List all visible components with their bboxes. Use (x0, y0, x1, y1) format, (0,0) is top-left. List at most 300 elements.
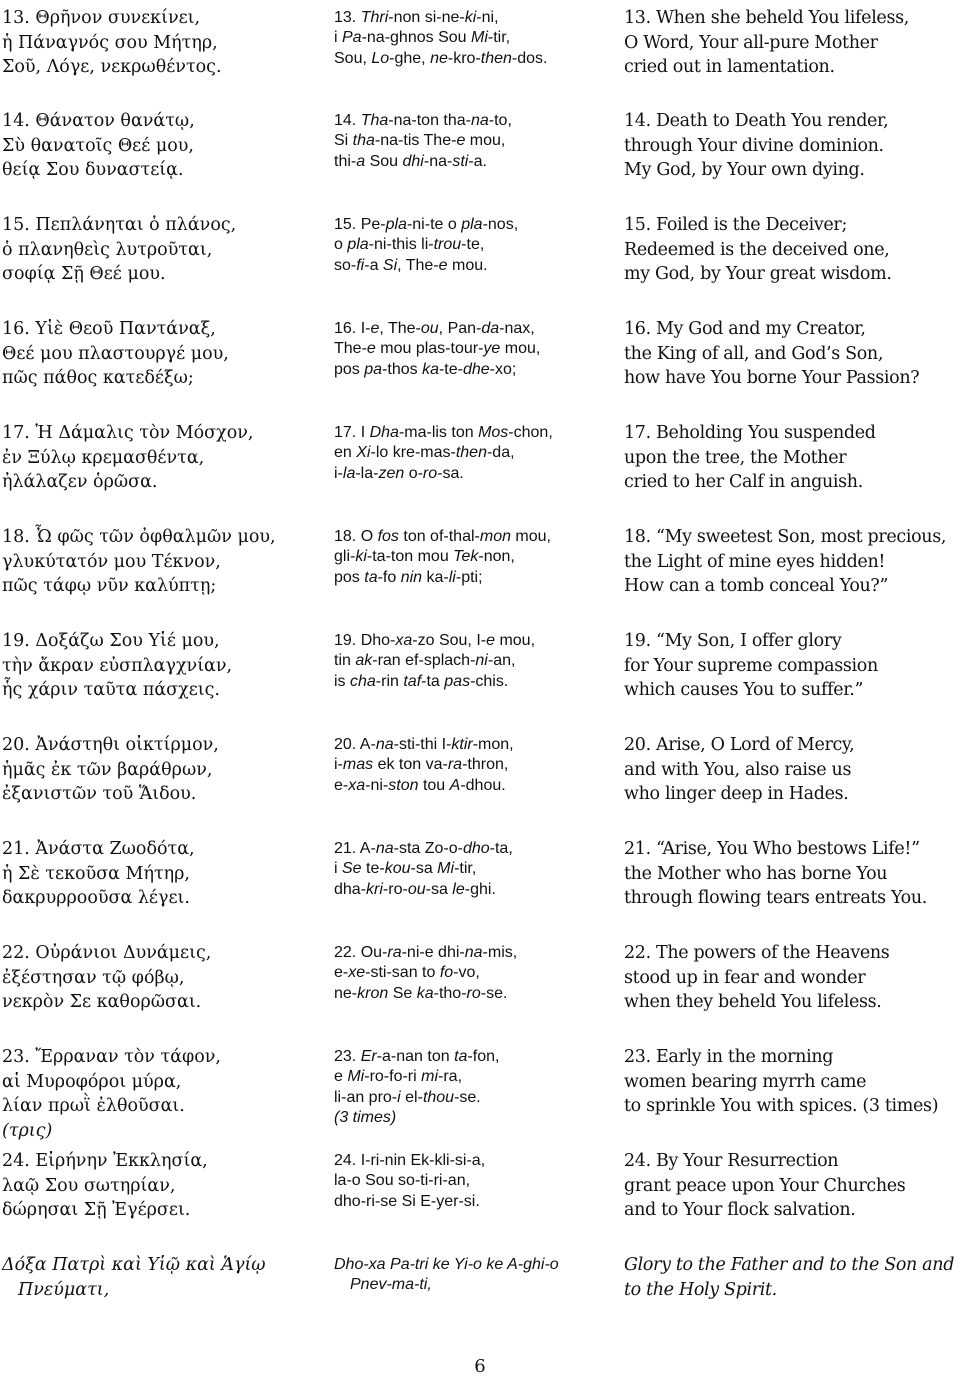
syllable-segment: -mon, (472, 736, 514, 753)
syllable-segment: ra (447, 756, 463, 774)
greek-line: ἡμᾶς ἐκ τῶν βαράθρων, (2, 759, 213, 780)
english-text (624, 421, 960, 495)
syllable-segment: -non si-ne- (388, 9, 465, 26)
english-line: stood up in fear and wonder (624, 967, 866, 988)
syllable-segment: xa (348, 776, 366, 794)
syllable-segment: -la- (355, 464, 379, 482)
syllable-segment: e (486, 632, 495, 649)
greek-line: Σὺ θανατοῖς Θεέ μου, (2, 135, 194, 156)
syllable-segment: -zo Sou, I- (412, 632, 487, 649)
english-line: 24. By Your Resurrection (624, 1151, 839, 1171)
syllable-segment: -thos (382, 360, 423, 378)
english-line: cried to her Calf in anguish. (624, 472, 863, 492)
greek-line: Σοῦ, Λόγε, νεκρωθέντος. (2, 57, 222, 77)
syllable-segment: Sou (365, 152, 403, 170)
syllable-segment: tou (418, 776, 450, 794)
transliteration-line (334, 963, 609, 983)
transliteration-line (334, 1108, 609, 1128)
english-text (624, 733, 960, 807)
syllable-segment: , The- (397, 256, 439, 274)
syllable-segment: -na-tis The- (374, 132, 457, 150)
syllable-segment: is (334, 672, 350, 690)
transliteration-line (334, 1255, 609, 1275)
syllable-segment: sti (452, 152, 469, 170)
syllable-segment: Dho-xa Pa-tri ke Yi-o ke A-ghi-o (334, 1256, 559, 1273)
syllable-segment: -fon, (467, 1048, 500, 1065)
syllable-segment: Si (382, 256, 398, 274)
syllable-segment: ra (387, 944, 402, 961)
syllable-segment: thi- (334, 152, 357, 170)
transliteration-line (334, 568, 609, 588)
syllable-segment: kron (357, 984, 389, 1002)
syllable-segment: -pti; (455, 568, 483, 586)
greek-line: 23. Ἔρραναν τὸν τάφον, (2, 1047, 221, 1067)
transliteration-line (334, 735, 609, 755)
syllable-segment: -kro- (447, 49, 481, 67)
syllable-segment: -dos. (511, 49, 548, 67)
syllable-segment: kou (384, 860, 411, 878)
greek-line: 13. Θρῆνον συνεκίνει, (2, 8, 201, 28)
greek-line: ἡ Πάναγνός σου Μήτηρ, (2, 32, 218, 53)
syllable-segment: ye (483, 340, 501, 358)
syllable-segment: ki (355, 548, 367, 566)
greek-line: 24. Εἰρήνην Ἐκκλησία, (2, 1151, 208, 1171)
syllable-segment: 21. A- (334, 840, 376, 857)
syllable-segment: la-o Sou so-ti-ri-an, (334, 1172, 471, 1190)
greek-text (2, 629, 320, 703)
syllable-segment: -an, (487, 652, 516, 670)
english-text (624, 317, 960, 391)
transliteration-line (334, 215, 609, 235)
syllable-segment: 18. O (334, 528, 378, 545)
transliteration-text (334, 527, 609, 588)
syllable-segment: ta (364, 568, 378, 586)
transliteration-line (334, 880, 609, 900)
transliteration-line (334, 49, 609, 69)
syllable-segment: na (464, 944, 483, 961)
syllable-segment: e (438, 256, 448, 274)
syllable-segment: -ta-ton mou (366, 548, 454, 566)
english-line: for Your supreme compassion (624, 655, 878, 676)
syllable-segment: ka (422, 360, 439, 378)
english-text (624, 1149, 960, 1223)
english-line: O Word, Your all-pure Mother (624, 32, 878, 53)
greek-text (2, 1253, 320, 1302)
syllable-segment: -ni-e dhi- (401, 944, 465, 961)
syllable-segment: -nos, (482, 216, 519, 233)
syllable-segment: dha- (334, 880, 367, 898)
transliteration-text (334, 111, 609, 172)
syllable-segment: -ro- (382, 880, 408, 898)
english-text (624, 213, 960, 287)
syllable-segment: (3 times) (334, 1108, 397, 1126)
syllable-segment: mou. (447, 256, 488, 274)
english-line: How can a tomb conceal You?” (624, 576, 889, 596)
syllable-segment: -fo (377, 568, 401, 586)
greek-text (2, 941, 320, 1015)
syllable-segment: -na-ghnos Sou (361, 29, 471, 47)
syllable-segment: mou, (465, 132, 506, 150)
greek-line: 20. Ἀνάστηθι οἰκτίρμον, (2, 735, 219, 755)
syllable-segment: na (375, 840, 394, 857)
syllable-segment: e- (334, 776, 349, 794)
syllable-segment: -rin (375, 672, 404, 690)
transliteration-text (334, 735, 609, 796)
syllable-segment: -nax, (499, 320, 535, 337)
syllable-segment: -a (364, 256, 383, 274)
syllable-segment: Xi (356, 444, 371, 462)
transliteration-line (334, 319, 609, 339)
syllable-segment: -dhou. (460, 776, 506, 794)
syllable-segment: ka- (422, 568, 449, 586)
syllable-segment: ek ton va- (373, 756, 448, 774)
syllable-segment: e- (334, 964, 349, 982)
syllable-segment: ne- (334, 984, 358, 1002)
syllable-segment: ki (464, 9, 477, 26)
syllable-segment: -ra, (438, 1068, 463, 1086)
greek-line: γλυκύτατόν μου Τέκνον, (2, 551, 221, 572)
greek-line: λίαν πρωῒ ἐλθοῦσαι. (2, 1096, 185, 1116)
transliteration-text (334, 839, 609, 900)
syllable-segment: i- (334, 464, 343, 482)
syllable-segment: ni (475, 652, 488, 670)
transliteration-line (334, 984, 609, 1004)
syllable-segment: -ma-lis ton (398, 424, 479, 441)
syllable-segment: The- (334, 340, 367, 358)
syllable-segment: -se. (454, 1088, 481, 1106)
transliteration-line (334, 8, 609, 28)
syllable-segment: -sa (410, 860, 438, 878)
syllable-segment: gli- (334, 548, 356, 566)
syllable-segment: ro (422, 464, 438, 482)
transliteration-line (334, 943, 609, 963)
syllable-segment: Si (334, 132, 353, 150)
syllable-segment: -ni- (365, 776, 389, 794)
syllable-segment: tin (334, 652, 356, 670)
syllable-segment: ak (355, 652, 373, 670)
syllable-segment: -ro-fo-ri (364, 1068, 422, 1086)
greek-line: θείᾳ Σου δυναστείᾳ. (2, 160, 184, 180)
greek-line: ἐν Ξύλῳ κρεμασθέντα, (2, 447, 205, 468)
syllable-segment: -xo; (489, 360, 517, 378)
syllable-segment: na (470, 112, 489, 129)
syllable-segment: -te, (461, 236, 485, 254)
syllable-segment: then (480, 49, 512, 67)
transliteration-line (334, 859, 609, 879)
syllable-segment: ou (407, 880, 426, 898)
english-text (624, 109, 960, 183)
syllable-segment: -ni-te o (406, 216, 462, 233)
syllable-segment: e (366, 340, 376, 358)
greek-line: Θεέ μου πλαστουργέ μου, (2, 343, 229, 364)
syllable-segment: e (334, 1068, 348, 1086)
greek-line: ἧς χάριν ταῦτα πάσχεις. (2, 680, 220, 700)
syllable-segment: -se. (480, 984, 508, 1002)
english-line: to sprinkle You with spices. (3 times) (624, 1096, 939, 1116)
transliteration-line (334, 1151, 609, 1171)
syllable-segment: then (455, 444, 487, 462)
greek-line: λαῷ Σου σωτηρίαν, (2, 1175, 176, 1196)
syllable-segment: nin (400, 568, 423, 586)
syllable-segment: o (334, 236, 348, 254)
syllable-segment: -ni-this li- (368, 236, 434, 254)
syllable-segment: Sou, (334, 49, 372, 67)
syllable-segment: -sti-san to (365, 964, 440, 982)
transliteration-line (334, 1088, 609, 1108)
english-line: 16. My God and my Creator, (624, 319, 866, 339)
syllable-segment: i- (334, 756, 343, 774)
transliteration-text (334, 8, 609, 69)
syllable-segment: -da, (486, 444, 515, 462)
english-line: the Mother who has borne You (624, 863, 888, 884)
greek-text (2, 213, 320, 287)
syllable-segment: Pa (342, 29, 362, 47)
english-text (624, 941, 960, 1015)
syllable-segment: dho (462, 840, 490, 857)
syllable-segment: mou, (500, 340, 541, 358)
syllable-segment: dhi (402, 152, 424, 170)
english-line: 19. “My Son, I offer glory (624, 631, 842, 651)
syllable-segment: -sa. (437, 464, 464, 482)
greek-line: δώρησαι Σῇ Ἐγέρσει. (2, 1200, 191, 1220)
greek-line: 15. Πεπλάνηται ὁ πλάνος, (2, 215, 237, 235)
syllable-segment: 13. (334, 9, 361, 26)
syllable-segment: so- (334, 256, 357, 274)
syllable-segment: o- (404, 464, 423, 482)
syllable-segment: pas (444, 672, 471, 690)
syllable-segment: -na- (423, 152, 453, 170)
syllable-segment: pos (334, 360, 365, 378)
syllable-segment: ta (454, 1048, 468, 1065)
transliteration-line (334, 339, 609, 359)
syllable-segment: li-an pro- (334, 1088, 398, 1106)
transliteration-line (334, 527, 609, 547)
syllable-segment: 15. Pe- (334, 216, 386, 233)
syllable-segment: Mos (478, 424, 509, 441)
syllable-segment: -ta (421, 672, 445, 690)
syllable-segment: xe (348, 964, 366, 982)
greek-line: 16. Υἱὲ Θεοῦ Παντάναξ, (2, 319, 216, 339)
greek-line: νεκρὸν Σε καθορῶσαι. (2, 992, 202, 1012)
english-line: Glory to the Father and to the Son and (624, 1255, 955, 1275)
english-line: and to Your flock salvation. (624, 1200, 856, 1220)
syllable-segment: ou (420, 320, 439, 337)
transliteration-line (334, 1067, 609, 1087)
syllable-segment: ktir (451, 736, 473, 753)
syllable-segment: 16. I- (334, 320, 371, 337)
greek-text (2, 317, 320, 391)
english-text (624, 1045, 960, 1119)
syllable-segment: pla (461, 216, 483, 233)
syllable-segment: ka (416, 984, 434, 1002)
syllable-segment: mon (479, 528, 511, 545)
english-line: 21. “Arise, You Who bestows Life!” (624, 839, 920, 859)
syllable-segment: 23. (334, 1048, 361, 1065)
english-text (624, 1253, 960, 1302)
transliteration-line (334, 547, 609, 567)
transliteration-text (334, 423, 609, 484)
transliteration-line (334, 443, 609, 463)
syllable-segment: Se (388, 984, 417, 1002)
syllable-segment: el- (400, 1088, 423, 1106)
transliteration-line (334, 131, 609, 151)
transliteration-line (334, 1192, 609, 1212)
syllable-segment: -sti-thi I- (393, 736, 452, 753)
english-line: through flowing tears entreats You. (624, 888, 928, 908)
syllable-segment: na (375, 736, 394, 753)
syllable-segment: -tho- (433, 984, 467, 1002)
syllable-segment: kri (366, 880, 383, 898)
syllable-segment: -chis. (470, 672, 509, 690)
syllable-segment: fo (439, 964, 454, 982)
syllable-segment: en (334, 444, 357, 462)
transliteration-line (334, 1275, 609, 1295)
transliteration-text (334, 631, 609, 692)
greek-line: ἠλάλαζεν ὁρῶσα. (2, 472, 158, 492)
greek-line: δακρυρροοῦσα λέγει. (2, 888, 190, 908)
syllable-segment: 17. I (334, 424, 370, 441)
greek-line: ἐξέστησαν τῷ φόβῳ, (2, 967, 185, 988)
syllable-segment: -non, (478, 548, 515, 566)
english-line: 18. “My sweetest Son, most precious, (624, 527, 947, 547)
transliteration-line (334, 631, 609, 651)
syllable-segment: -mis, (482, 944, 518, 961)
greek-line: ἡ Σὲ τεκοῦσα Μήτηρ, (2, 863, 190, 884)
syllable-segment: mou, (495, 632, 536, 649)
page-number: 6 (474, 1356, 486, 1377)
syllable-segment: Mi (437, 860, 455, 878)
english-line: which causes You to suffer.” (624, 680, 864, 700)
english-line: grant peace upon Your Churches (624, 1175, 906, 1196)
transliteration-text (334, 943, 609, 1004)
greek-text (2, 733, 320, 807)
syllable-segment: -na-ton tha- (388, 112, 471, 129)
english-line: the Light of mine eyes hidden! (624, 551, 886, 572)
syllable-segment: pa (364, 360, 383, 378)
greek-line: 19. Δοξάζω Σου Υἱέ μου, (2, 631, 220, 651)
transliteration-text (334, 1151, 609, 1212)
syllable-segment: Lo (371, 49, 390, 67)
greek-line: 17. Ἡ Δάμαλις τὸν Μόσχον, (2, 423, 254, 443)
syllable-segment: 22. Ou- (334, 944, 388, 961)
syllable-segment: taf (403, 672, 422, 690)
syllable-segment: i (334, 29, 342, 47)
english-text (624, 837, 960, 911)
greek-line: τὴν ἄκραν εὐσπλαγχνίαν, (2, 655, 233, 676)
transliteration-line (334, 755, 609, 775)
greek-text (2, 525, 320, 599)
syllable-segment: fos (377, 528, 399, 545)
english-text (624, 6, 960, 80)
syllable-segment: trou (433, 236, 462, 254)
greek-text (2, 421, 320, 495)
english-line: 13. When she beheld You lifeless, (624, 8, 909, 28)
syllable-segment: zen (378, 464, 405, 482)
greek-text (2, 1045, 320, 1143)
transliteration-line (334, 776, 609, 796)
syllable-segment: -sa (425, 880, 453, 898)
greek-line: πῶς τάφῳ νῦν καλύπτῃ; (2, 576, 217, 596)
greek-text (2, 837, 320, 911)
transliteration-line (334, 235, 609, 255)
syllable-segment: xa (395, 632, 413, 649)
english-line: 23. Early in the morning (624, 1047, 834, 1067)
transliteration-line (334, 256, 609, 276)
transliteration-line (334, 111, 609, 131)
syllable-segment: cha (350, 672, 376, 690)
syllable-segment: fi (356, 256, 365, 274)
transliteration-line (334, 1047, 609, 1067)
syllable-segment: dho-ri-se Si E-yer-si. (334, 1192, 480, 1210)
syllable-segment: Mi (347, 1068, 365, 1086)
english-line: the King of all, and God’s Son, (624, 343, 884, 364)
syllable-segment: thou (422, 1088, 455, 1106)
syllable-segment: -ta, (489, 840, 513, 857)
syllable-segment: 19. Dho- (334, 632, 396, 649)
syllable-segment: e (456, 132, 466, 150)
syllable-segment: -lo kre-mas- (370, 444, 456, 462)
english-line: women bearing myrrh came (624, 1071, 867, 1092)
syllable-segment: -ran ef-splach- (372, 652, 476, 670)
syllable-segment: i (334, 860, 342, 878)
transliteration-line (334, 152, 609, 172)
greek-text (2, 1149, 320, 1223)
greek-line: Δόξα Πατρὶ καὶ Υἱῷ καὶ Ἁγίῳ (2, 1255, 266, 1275)
syllable-segment: Tek (453, 548, 479, 566)
english-line: how have You borne Your Passion? (624, 368, 920, 388)
transliteration-text (334, 215, 609, 276)
english-text (624, 525, 960, 599)
syllable-segment: mou, (510, 528, 551, 545)
greek-text (2, 6, 320, 80)
syllable-segment: 20. A- (334, 736, 376, 753)
syllable-segment: Dha (369, 424, 399, 441)
english-line: 14. Death to Death You render, (624, 111, 889, 131)
syllable-segment: te- (361, 860, 385, 878)
greek-line: 22. Οὐράνιοι Δυνάμεις, (2, 943, 212, 963)
transliteration-line (334, 839, 609, 859)
greek-line: αἱ Μυροφόροι μύρα, (2, 1071, 182, 1092)
syllable-segment: le (452, 880, 465, 898)
english-line: through Your divine dominion. (624, 135, 884, 156)
syllable-segment: mi (421, 1068, 439, 1086)
syllable-segment: ton of-thal- (398, 528, 480, 545)
greek-line: πῶς πάθος κατεδέξω; (2, 368, 194, 388)
syllable-segment: Tha (360, 112, 389, 129)
syllable-segment: -tir, (487, 29, 511, 47)
english-line: 22. The powers of the Heavens (624, 943, 890, 963)
syllable-segment: mou plas-tour- (375, 340, 484, 358)
english-line: my God, by Your great wisdom. (624, 264, 892, 284)
greek-line: (τρις) (2, 1120, 53, 1141)
syllable-segment: , Pan- (438, 320, 482, 337)
english-line: Redeemed is the deceived one, (624, 239, 890, 260)
english-line: upon the tree, the Mother (624, 447, 847, 468)
syllable-segment: , The- (379, 320, 421, 337)
english-line: and with You, also raise us (624, 759, 852, 780)
syllable-segment: li (448, 568, 456, 586)
syllable-segment: tha (352, 132, 375, 150)
syllable-segment: 24. I-ri-nin Ek-kli-si-a, (334, 1152, 486, 1169)
english-line: to the Holy Spirit. (624, 1279, 777, 1300)
syllable-segment: pla (385, 216, 407, 233)
transliteration-text (334, 319, 609, 380)
syllable-segment: Pnev-ma-ti, (350, 1276, 432, 1294)
english-line: 20. Arise, O Lord of Mercy, (624, 735, 855, 755)
syllable-segment: mas (342, 756, 374, 774)
syllable-segment: ne (430, 49, 448, 67)
syllable-segment: ro (466, 984, 481, 1002)
